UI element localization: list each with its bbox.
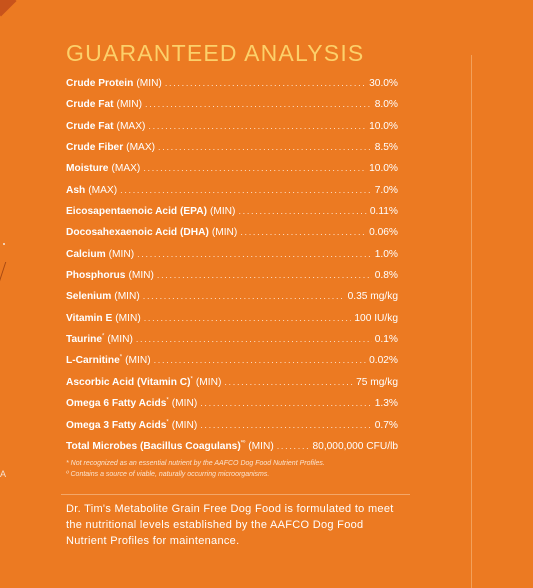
- dot-leader: [157, 270, 372, 280]
- analysis-row: [66, 227, 398, 248]
- nutrient-name: Crude Fiber: [66, 142, 124, 154]
- footnotes: [66, 459, 406, 480]
- nutrient-qualifier: (MIN): [248, 440, 274, 452]
- nutrient-qualifier: (MIN): [116, 99, 143, 111]
- nutrient-value: 0.35 mg/kg: [347, 291, 398, 303]
- nutrient-label: [66, 206, 235, 217]
- nutrient-label: [66, 163, 140, 174]
- nutrient-name: Phosphorus: [66, 270, 126, 282]
- nutrient-name: Eicosapentaenoic Acid (EPA): [66, 206, 207, 218]
- nutrient-qualifier: (MIN): [107, 334, 133, 346]
- nutrient-name: Docosahexaenoic Acid (DHA): [66, 227, 209, 239]
- analysis-row: [66, 377, 398, 398]
- nutrient-label: [66, 420, 197, 431]
- nutrient-qualifier: (MIN): [171, 398, 198, 410]
- edge-decoration: [3, 243, 5, 245]
- footnote-mark: *º: [240, 440, 246, 447]
- nutrient-label: [66, 441, 274, 452]
- edge-decoration: [0, 262, 14, 282]
- nutrient-qualifier: (MIN): [125, 355, 151, 367]
- divider: [61, 494, 410, 495]
- nutrient-qualifier: (MIN): [108, 248, 135, 260]
- nutrient-label: [66, 99, 142, 110]
- dot-leader: [240, 227, 366, 237]
- column-divider: [471, 55, 472, 588]
- dot-leader: [145, 99, 372, 109]
- analysis-row: [66, 270, 398, 291]
- nutrient-value: 0.02%: [369, 355, 398, 367]
- footnote-mark: *: [166, 397, 169, 404]
- dot-leader: [137, 249, 372, 259]
- analysis-row: [66, 313, 398, 334]
- dot-leader: [224, 377, 353, 387]
- nutrient-name: Moisture: [66, 163, 109, 175]
- analysis-row: [66, 249, 398, 270]
- nutrient-name: Crude Fat: [66, 99, 114, 111]
- analysis-row: [66, 121, 398, 142]
- nutrient-value: 0.7%: [374, 419, 398, 431]
- nutrient-label: [66, 121, 145, 132]
- nutrient-value: 0.8%: [374, 270, 398, 282]
- dot-leader: [165, 78, 366, 88]
- dot-leader: [200, 420, 372, 430]
- analysis-row: [66, 291, 398, 312]
- edge-decoration: A: [0, 469, 7, 479]
- dot-leader: [238, 206, 366, 216]
- nutrient-label: [66, 334, 133, 345]
- nutrient-name: Ascorbic Acid (Vitamin C): [66, 376, 191, 388]
- nutrient-name: Vitamin E: [66, 312, 113, 324]
- nutrient-value: 1.0%: [374, 248, 398, 260]
- nutrient-label: [66, 355, 151, 366]
- footnote: º Contains a source of viable, naturally occurring microorganisms.: [66, 470, 270, 478]
- nutrient-value: 1.3%: [374, 398, 398, 410]
- nutrient-value: 0.06%: [369, 227, 398, 239]
- nutrient-qualifier: (MIN): [136, 78, 162, 89]
- dot-leader: [120, 185, 372, 195]
- analysis-row: [66, 185, 398, 206]
- nutrient-label: [66, 185, 117, 196]
- nutrient-name: Crude Fat: [66, 120, 114, 132]
- nutrient-name: Omega 6 Fatty Acids: [66, 398, 167, 410]
- analysis-row: [66, 163, 398, 184]
- nutrient-name: Selenium: [66, 291, 112, 303]
- analysis-table: [66, 78, 398, 462]
- nutrient-name: Ash: [66, 184, 86, 196]
- nutrient-qualifier: (MAX): [111, 163, 141, 175]
- nutrient-label: [66, 313, 141, 324]
- dot-leader: [143, 163, 366, 173]
- nutrient-qualifier: (MIN): [171, 419, 198, 431]
- nutrient-label: [66, 377, 221, 388]
- nutrient-label: [66, 398, 197, 409]
- dot-leader: [277, 441, 310, 451]
- footnote: * Not recognized as an essential nutrient by the AAFCO Dog Food Nutrient Profiles.: [66, 460, 325, 467]
- nutrient-qualifier: (MIN): [114, 291, 140, 303]
- footnote-mark: *: [190, 376, 193, 383]
- nutrient-value: 100 IU/kg: [354, 312, 398, 324]
- nutrient-value: 0.1%: [374, 334, 398, 346]
- nutrient-value: 75 mg/kg: [356, 376, 398, 388]
- nutrient-name: Total Microbes (Bacillus Coagulans): [66, 440, 241, 452]
- footnote-mark: *: [102, 333, 105, 340]
- nutrient-value: 30.0%: [369, 78, 398, 89]
- dot-leader: [143, 291, 345, 301]
- nutrient-value: 8.0%: [374, 99, 398, 111]
- nutrient-value: 10.0%: [369, 120, 398, 132]
- corner-decoration: [0, 0, 17, 17]
- nutrient-value: 8.5%: [374, 142, 398, 154]
- section-title: GUARANTEED ANALYSIS: [66, 40, 365, 66]
- nutrient-qualifier: (MAX): [88, 184, 118, 196]
- nutrient-qualifier: (MIN): [128, 270, 154, 282]
- analysis-row: [66, 206, 398, 227]
- analysis-row: [66, 99, 398, 120]
- dot-leader: [136, 334, 372, 344]
- dot-leader: [148, 121, 366, 131]
- nutrient-qualifier: (MIN): [195, 376, 222, 388]
- nutrient-qualifier: (MIN): [209, 206, 236, 218]
- dot-leader: [144, 313, 352, 323]
- footnote-mark: *: [119, 355, 123, 362]
- analysis-row: [66, 420, 398, 441]
- nutrient-value: 10.0%: [369, 163, 398, 175]
- nutrient-qualifier: (MIN): [115, 312, 141, 324]
- dot-leader: [158, 142, 372, 152]
- nutrient-name: Crude Protein: [66, 78, 134, 89]
- nutrient-label: [66, 78, 162, 89]
- nutrient-label: [66, 227, 237, 238]
- nutrient-label: [66, 249, 134, 260]
- nutrient-value: 7.0%: [374, 184, 398, 196]
- nutrient-name: Taurine: [66, 334, 103, 346]
- analysis-row: [66, 355, 398, 376]
- analysis-row: [66, 142, 398, 163]
- nutrient-name: Omega 3 Fatty Acids: [66, 419, 167, 431]
- aafco-statement: Dr. Tim's Metabolite Grain Free Dog Food is formulated to meet the nutritional levels established by the AAFCO Dog Food Nutrient Profiles for maintenance.: [66, 503, 394, 547]
- nutrient-qualifier: (MIN): [211, 227, 238, 239]
- nutrient-qualifier: (MAX): [116, 120, 146, 132]
- footnote-mark: *: [166, 419, 169, 426]
- nutrient-value: 80,000,000 CFU/lb: [312, 440, 398, 452]
- analysis-row: [66, 398, 398, 419]
- dot-leader: [154, 355, 367, 365]
- nutrient-label: [66, 142, 155, 153]
- nutrient-qualifier: (MAX): [126, 142, 156, 154]
- nutrient-label: [66, 270, 154, 281]
- nutrient-label: [66, 291, 140, 302]
- analysis-row: [66, 334, 398, 355]
- analysis-row: [66, 78, 398, 99]
- nutrient-name: Calcium: [66, 248, 106, 260]
- nutrient-name: L-Carnitine: [66, 355, 120, 367]
- nutrient-value: 0.11%: [369, 206, 398, 218]
- dot-leader: [200, 398, 372, 408]
